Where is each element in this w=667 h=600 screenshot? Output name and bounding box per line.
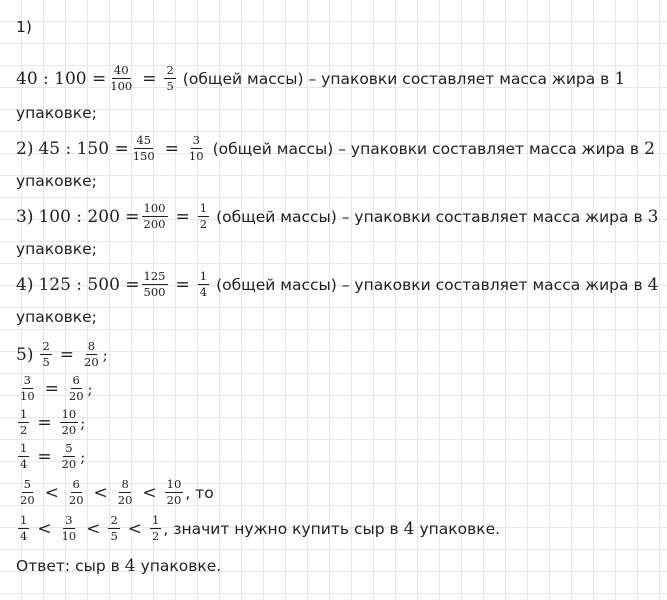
- item-2-line: 2) 45 : 150 = $\frac{45}{150}$ = $\frac{3}{10}$ (общей массы) – упаковки составляет масса жира в 2: [16, 133, 655, 163]
- conclusion-text: , значит нужно купить сыр в: [163, 519, 399, 538]
- comparison-line: $\frac{5}{20}$ < $\frac{6}{20}$ < $\frac{8}{20}$ < $\frac{10}{20}$ , то: [20, 477, 214, 507]
- continuation-text: упаковке;: [16, 172, 97, 190]
- fraction: $\frac{3}{10}$: [20, 373, 35, 403]
- fraction: $\frac{3}{10}$: [61, 513, 77, 543]
- ratio-expression: 40 : 100 =: [16, 68, 107, 89]
- package-number: 1: [614, 68, 626, 89]
- fraction: $\frac{1}{2}$: [199, 201, 208, 231]
- package-number: 4: [403, 518, 415, 539]
- description-text: (общей массы) – упаковки составляет масса жира в: [216, 207, 643, 226]
- continuation-text: упаковке;: [16, 104, 97, 122]
- fraction: $\frac{8}{20}$: [117, 477, 133, 507]
- answer-line: [16, 556, 221, 576]
- item-5-line: 5) $\frac{2}{5}$ = $\frac{8}{20}$ ;: [16, 339, 108, 369]
- package-number: 3: [647, 206, 659, 227]
- ratio-expression: 125 : 500 =: [38, 274, 140, 295]
- conclusion-text: , то: [185, 483, 214, 502]
- fraction: $\frac{1}{2}$: [20, 407, 28, 437]
- fraction: $\frac{5}{20}$: [61, 441, 77, 471]
- fraction: $\frac{1}{4}$: [20, 441, 28, 471]
- fraction: $\frac{5}{20}$: [20, 477, 35, 507]
- fraction: $\frac{8}{20}$: [84, 339, 99, 369]
- continuation-text: упаковке;: [16, 308, 97, 326]
- item-1-line: 40 : 100 = $\frac{40}{100}$ = $\frac{2}{5}$ (общей массы) – упаковки составляет масса жира в 1: [16, 63, 626, 93]
- answer-text: Ответ: сыр в: [16, 557, 120, 575]
- equivalence-line: $\frac{1}{4}$ = $\frac{5}{20}$ ;: [20, 441, 86, 471]
- package-number: 4: [647, 274, 659, 295]
- item-4-line: 4) 125 : 500 = $\frac{125}{500}$ = $\frac{1}{4}$ (общей массы) – упаковки составляет масса жира в 4: [16, 269, 659, 299]
- item-3-line: 3) 100 : 200 = $\frac{100}{200}$ = $\frac{1}{2}$ (общей массы) – упаковки составляет масса жира в 3: [16, 201, 659, 231]
- fraction: $\frac{2}{5}$: [166, 63, 174, 93]
- fraction: $\frac{3}{10}$: [188, 133, 204, 163]
- fraction: $\frac{2}{5}$: [110, 513, 118, 543]
- fraction: $\frac{125}{500}$: [143, 269, 166, 299]
- description-text: (общей массы) – упаковки составляет масса жира в: [182, 69, 610, 88]
- package-number: 4: [124, 556, 136, 576]
- comparison-line: $\frac{1}{4}$ < $\frac{3}{10}$ < $\frac{2}{5}$ < $\frac{1}{2}$ , значит нужно купить сыр в 4 упаковке.: [20, 513, 501, 543]
- description-text: (общей массы) – упаковки составляет масса жира в: [212, 139, 640, 158]
- ratio-expression: 100 : 200 =: [38, 206, 140, 227]
- package-number: 2: [644, 138, 655, 159]
- equivalence-line: $\frac{3}{10}$ = $\frac{6}{20}$ ;: [20, 373, 93, 403]
- equivalence-line: $\frac{1}{2}$ = $\frac{10}{20}$ ;: [20, 407, 86, 437]
- fraction: $\frac{100}{200}$: [143, 201, 166, 231]
- fraction: $\frac{1}{2}$: [152, 513, 160, 543]
- fraction: $\frac{2}{5}$: [42, 339, 50, 369]
- fraction: $\frac{1}{4}$: [20, 513, 28, 543]
- fraction: $\frac{40}{100}$: [110, 63, 133, 93]
- fraction: $\frac{45}{150}$: [132, 133, 155, 163]
- fraction: $\frac{10}{20}$: [166, 477, 182, 507]
- description-text: (общей массы) – упаковки составляет масса жира в: [216, 275, 643, 294]
- ratio-expression: 45 : 150 =: [38, 138, 129, 159]
- fraction: $\frac{10}{20}$: [61, 407, 77, 437]
- fraction: $\frac{1}{4}$: [199, 269, 208, 299]
- item-1-label: 1): [16, 18, 32, 36]
- fraction: $\frac{6}{20}$: [68, 477, 84, 507]
- answer-text: упаковке.: [140, 557, 222, 575]
- conclusion-text: упаковке.: [419, 519, 501, 538]
- continuation-text: упаковке;: [16, 240, 97, 258]
- fraction: $\frac{6}{20}$: [68, 373, 84, 403]
